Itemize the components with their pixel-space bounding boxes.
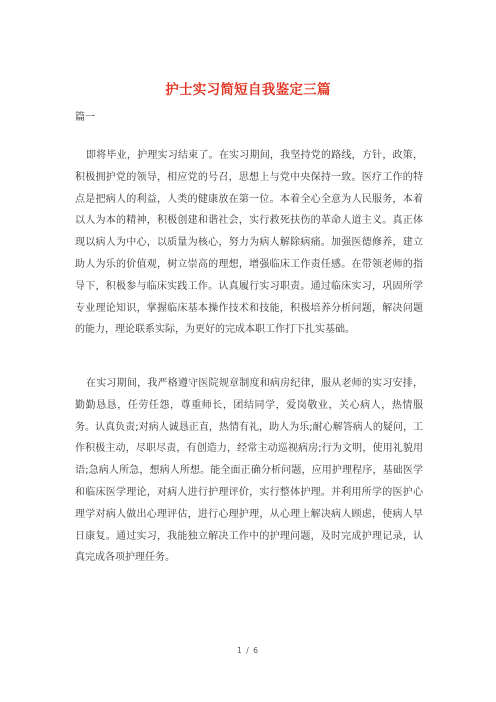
page-number: 1 / 6 bbox=[237, 646, 259, 655]
section-label: 篇一 bbox=[75, 112, 95, 123]
paragraph-1: 即将毕业，护理实习结束了。在实习期间，我坚持党的路线，方针，政策，积极拥护党的领导，相应党的号召，思想上与党中央保持一致。医疗工作的特点是把病人的利益，人类的健康放在第一位。本着全心全意为人民服务，本着以人为本的精神，积极创建和谐社会，实行救死扶伤的革命人道主义。真正体现以病人为中心，以质量为核心，努力为病人解除病痛。加强医德修养，建立助人为乐的价值观，树立崇高的理想，增强临床工作责任感。在带领老师的指导下，积极参与临床实践工作。认真履行实习职责。通过临床实习，巩固所学专业理论知识，掌握临床基本操作技术和技能，积极培养分析问题，解决问题的能力，理论联系实际，为更好的完成本职工作打下扎实基础。 bbox=[75, 150, 423, 336]
paragraph-2: 在实习期间，我严格遵守医院规章制度和病房纪律，服从老师的实习安排，勤勤恳恳，任劳任怨，尊重师长，团结同学，爱岗敬业，关心病人，热情服务。认真负责;对病人诚恳正直，热情有礼，助人为乐;耐心解答病人的疑问，工作积极主动，尽职尽责，有创造力，经常主动巡视病房;行为文明，使用礼貌用语;急病人所急，想病人所想。能全面正确分析问题，应用护理程序，基础医学和临床医学理论，对病人进行护理评价，实行整体护理。并利用所学的医护心理学对病人做出心理评估，进行心理护理，从心理上解决病人顾虑，使病人早日康复。通过实习，我能独立解决工作中的护理问题，及时完成护理记录，认真完成各项护理任务。 bbox=[75, 378, 423, 564]
document-title: 护士实习简短自我鉴定三篇 bbox=[165, 82, 331, 98]
